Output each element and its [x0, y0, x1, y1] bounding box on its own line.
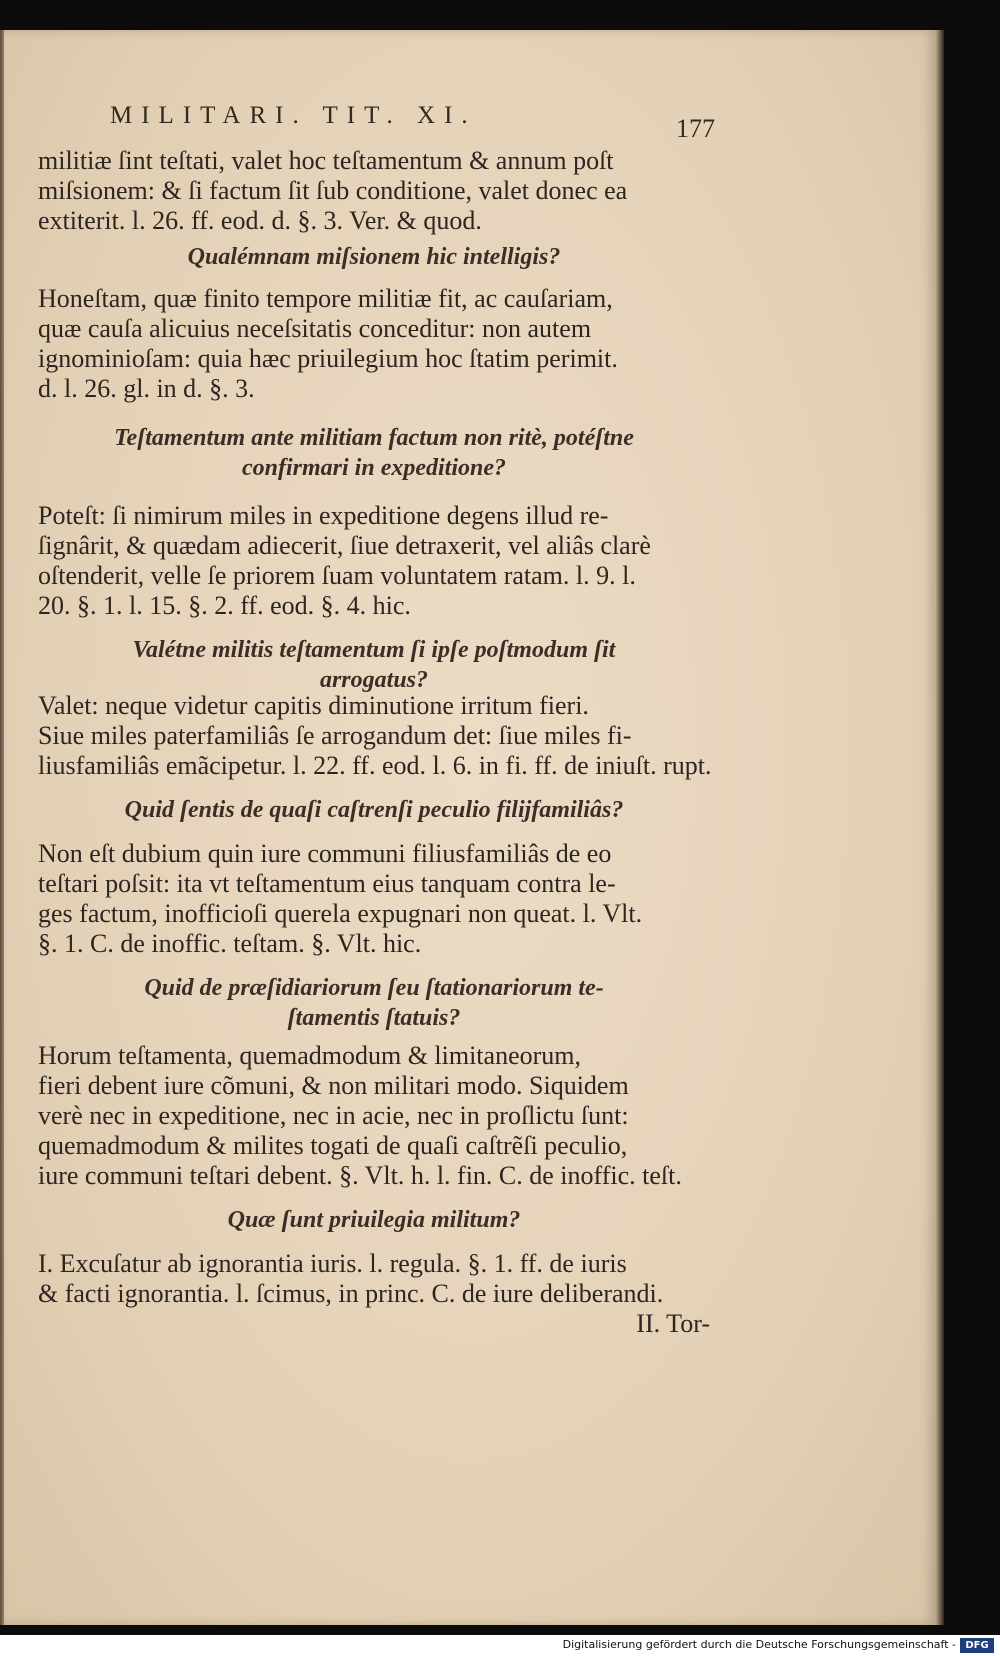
text-line: militiæ ſint teſtati, valet hoc teſtamentum & annum poſt — [38, 146, 614, 175]
footer-credit: Digitalisierung gefördert durch die Deutsche Forschungsgemeinschaft - — [562, 1638, 956, 1651]
text-line: Horum teſtamenta, quemadmodum & limitaneorum, — [38, 1041, 581, 1070]
question-heading: Quæ ſunt priuilegia militum? — [227, 1207, 521, 1233]
text-line: & facti ignorantia. l. ſcimus, in princ. C. de iure deliberandi. — [38, 1279, 664, 1308]
text-line: verè nec in expeditione, nec in acie, nec in proſlictu ſunt: — [38, 1101, 629, 1130]
question-heading: arrogatus? — [319, 667, 429, 693]
catchword: II. Tor- — [636, 1309, 710, 1338]
text-line: Poteſt: ſi nimirum miles in expeditione degens illud re- — [38, 501, 609, 530]
text-line: I. Excuſatur ab ignorantia iuris. l. regula. §. 1. ff. de iuris — [38, 1249, 627, 1278]
footer-bar — [0, 1635, 1000, 1656]
text-line: §. 1. C. de inoffic. teſtam. §. Vlt. hic. — [38, 929, 422, 958]
text-line: miſsionem: & ſi factum ſit ſub conditione, valet donec ea — [38, 176, 628, 205]
text-line: Valet: neque videtur capitis diminutione irritum fieri. — [38, 691, 589, 720]
question-heading: confirmari in expeditione? — [242, 455, 506, 481]
text-line: iure communi teſtari debent. §. Vlt. h. l. fin. C. de inoffic. teſt. — [38, 1161, 682, 1190]
dfg-logo: DFG — [960, 1638, 994, 1653]
text-line: oſtenderit, velle ſe priorem ſuam voluntatem ratam. l. 9. l. — [38, 561, 636, 590]
text-line: quæ cauſa alicuius neceſsitatis conceditur: non autem — [38, 314, 592, 343]
question-heading: Valétne militis teſtamentum ſi ipſe poſtmodum ſit — [132, 637, 616, 663]
text-line: ignominioſam: quia hæc priuilegium hoc ſtatim perimit. — [38, 344, 618, 373]
text-line: ſignârit, & quædam adiecerit, ſiue detraxerit, vel aliâs clarè — [38, 531, 651, 560]
page-number: 177 — [676, 114, 715, 143]
question-heading: Teſtamentum ante militiam factum non ritè, potéſtne — [114, 425, 634, 451]
running-title: MILITARI. TIT. XI. — [110, 102, 477, 129]
text-line: teſtari poſsit: ita vt teſtamentum eius tanquam contra le- — [38, 869, 616, 898]
question-heading: Quid ſentis de quaſi caſtrenſi peculio filijfamiliâs? — [124, 797, 624, 823]
text-line: Non eſt dubium quin iure communi filiusfamiliâs de eo — [38, 839, 612, 868]
text-line: quemadmodum & milites togati de quaſi caſtrẽſi peculio, — [38, 1131, 628, 1160]
question-heading: Qualémnam miſsionem hic intelligis? — [187, 244, 561, 270]
text-line: fieri debent iure cõmuni, & non militari modo. Siquidem — [38, 1071, 629, 1100]
text-line: d. l. 26. gl. in d. §. 3. — [38, 374, 255, 403]
question-heading: ſtamentis ſtatuis? — [287, 1005, 461, 1031]
text-line: ges factum, inofficioſi querela expugnari non queat. l. Vlt. — [38, 899, 643, 928]
page-edge-right — [936, 30, 944, 1625]
text-line: Honeſtam, quæ finito tempore militiæ fit, ac cauſariam, — [38, 284, 613, 313]
text-line: extiterit. l. 26. ff. eod. d. §. 3. Ver. & quod. — [38, 206, 482, 235]
text-line: Siue miles paterfamiliâs ſe arrogandum det: ſiue miles fi- — [38, 721, 632, 750]
text-line: 20. §. 1. l. 15. §. 2. ff. eod. §. 4. hic. — [38, 591, 411, 620]
text-line: liusfamiliâs emãcipetur. l. 22. ff. eod. l. 6. in fi. ff. de iniuſt. rupt. — [38, 751, 712, 780]
question-heading: Quid de præſidiariorum ſeu ſtationariorum te- — [144, 975, 604, 1001]
